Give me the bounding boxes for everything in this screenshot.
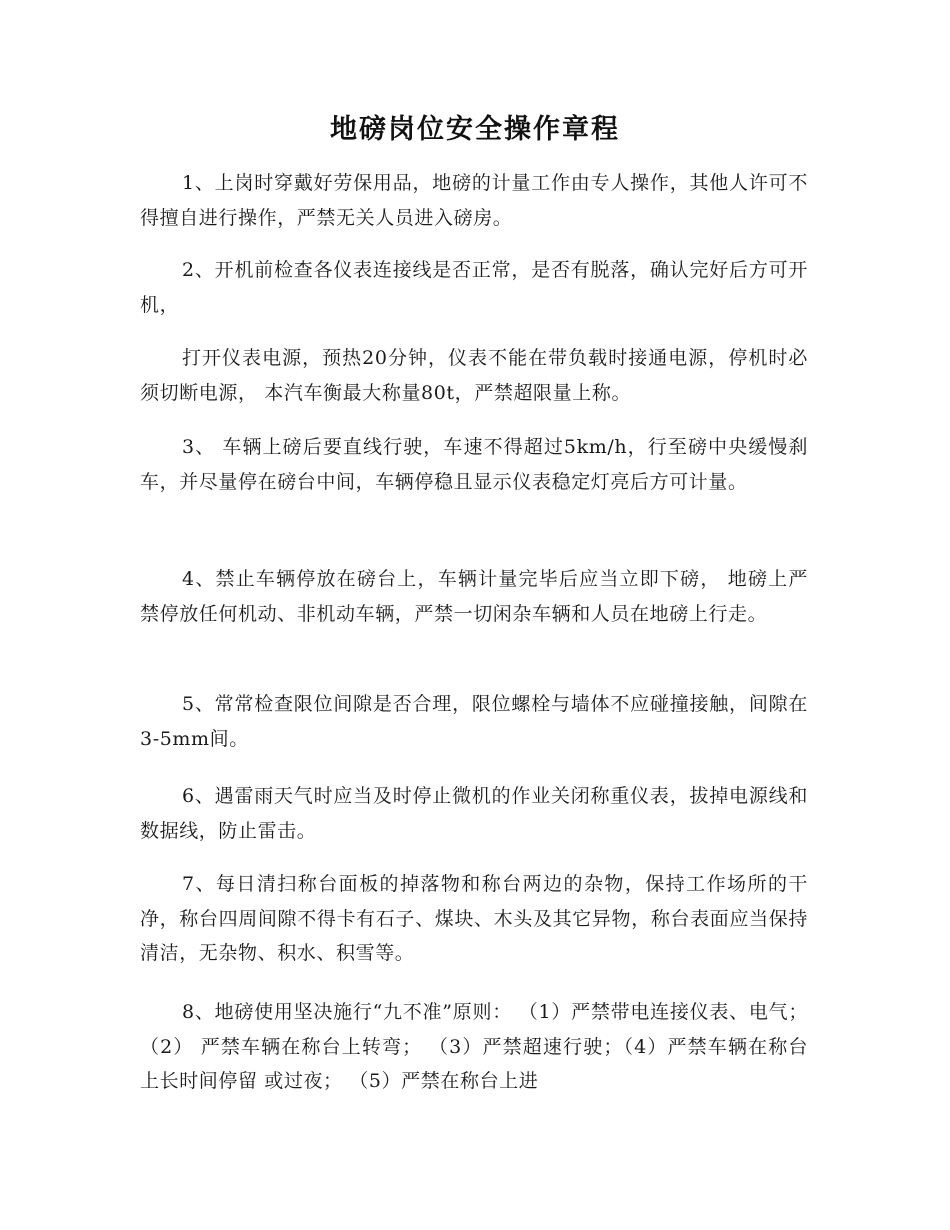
paragraph-7: 6、遇雷雨天气时应当及时停止微机的作业关闭称重仪表，拔掉电源线和数据线，防止雷击。 [140, 785, 808, 842]
paragraph-3: 打开仪表电源，预热20分钟，仪表不能在带负载时接通电源，停机时必须切断电源， 本汽车衡最大称量80t，严禁超限量上称。 [140, 347, 808, 404]
paragraph-8: 7、每日清扫称台面板的掉落物和称台两边的杂物，保持工作场所的干净，称台四周间隙不得卡有石子、煤块、木头及其它异物，称台表面应当保持清洁，无杂物、积水、积雪等。 [140, 873, 808, 964]
document-title: 地磅岗位安全操作章程 [330, 114, 620, 145]
paragraph-9: 8、地磅使用坚决施行“九不准”原则： （1）严禁带电连接仪表、电气； （2） 严禁车辆在称台上转弯； （3）严禁超速行驶；（4）严禁车辆在称台上长时间停留 或过夜； （5）严禁在称台上进 [140, 1001, 808, 1092]
paragraph-2: 2、开机前检查各仪表连接线是否正常，是否有脱落，确认完好后方可开机， [140, 259, 808, 316]
paragraph-6: 5、常常检查限位间隙是否合理，限位螺栓与墙体不应碰撞接触，间隙在3-5mm间。 [140, 693, 808, 750]
paragraph-4: 3、 车辆上磅后要直线行驶，车速不得超过5km/h，行至磅中央缓慢刹车，并尽量停在磅台中间，车辆停稳且显示仪表稳定灯亮后方可计量。 [140, 436, 808, 493]
paragraph-5: 4、禁止车辆停放在磅台上，车辆计量完毕后应当立即下磅， 地磅上严禁停放任何机动、非机动车辆，严禁一切闲杂车辆和人员在地磅上行走。 [140, 568, 808, 625]
paragraph-1: 1、上岗时穿戴好劳保用品，地磅的计量工作由专人操作，其他人许可不得擅自进行操作，严禁无关人员进入磅房。 [140, 172, 808, 229]
